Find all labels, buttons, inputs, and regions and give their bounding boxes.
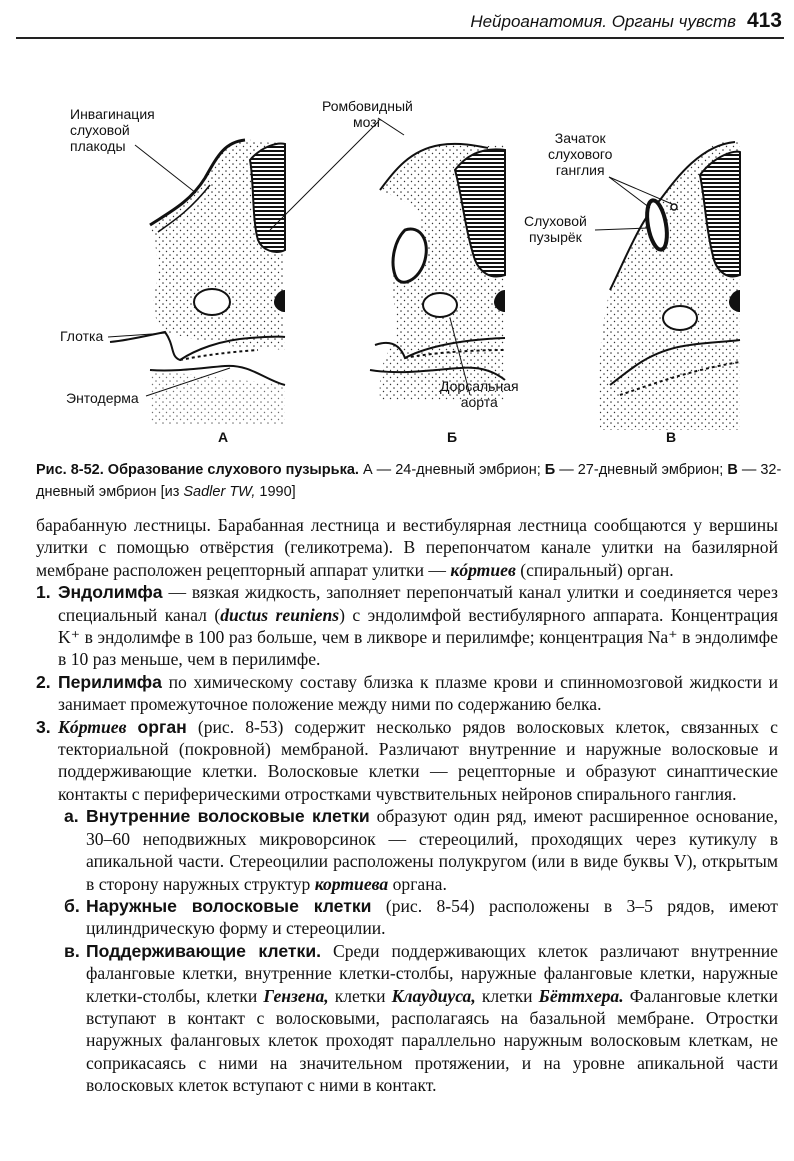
- label-rhombencephalon: Ромбовидный мозг: [322, 98, 413, 130]
- caption-source-author: Sadler TW,: [183, 484, 256, 500]
- item-term: Эндолимфа: [58, 582, 163, 603]
- cell-name-claudius: Клаудиуса,: [391, 985, 476, 1006]
- sub-item-text: клетки: [334, 985, 386, 1006]
- sub-item-text: Среди поддерживающих клеток различают внутренние фаланговые клетки, внутренние клетки-столбы, наружные фаланговые клетки, наружные клетки-столбы, клетки: [86, 940, 778, 1006]
- header-rule: [16, 37, 784, 39]
- caption-a-text: — 24-дневный эмбрион;: [376, 462, 541, 478]
- sub-item-term: Наружные волосковые клетки: [86, 895, 372, 916]
- caption-b-key: Б: [544, 462, 556, 478]
- caption-a-key: А: [362, 462, 373, 478]
- item-term-italic: Кóртиев: [58, 716, 127, 737]
- figure-8-52: [0, 50, 794, 455]
- item-number: 1.: [36, 582, 51, 603]
- panel-label-c: В: [666, 429, 677, 445]
- sub-item-text: клетки: [481, 985, 533, 1006]
- label-pharynx: Глотка: [60, 328, 104, 344]
- item-text: — вязкая жидкость, заполняет перепончатый канал улитки и соединяется через специальный канал (: [58, 582, 778, 625]
- item-number: 3.: [36, 716, 51, 737]
- intro-term: кóртиев: [450, 559, 516, 580]
- intro-paragraph: [36, 514, 778, 581]
- item-latin-term: ductus reuniens: [220, 604, 340, 625]
- label-invagination: Инвагинация слуховой плакоды: [70, 106, 155, 154]
- item-term: орган: [137, 716, 187, 737]
- caption-c-key: В: [727, 462, 738, 478]
- sub-item-text: расположены в 3–5 рядов, имеют цилиндрическую форму и стереоцилии.: [86, 895, 778, 939]
- caption-fig-no: Рис. 8-52.: [36, 462, 104, 478]
- sub-item-text: Фаланговые клетки вступают в контакт с волосковыми, располагаясь на базальной мембране. Отростки наружных фаланговых клеток проходят параллельно наружным волосковым клеткам, не соприкасаясь с ними на значительном протяжении, и на уровне апикальной части волосковых клеток вступают с ними в контакт.: [86, 985, 778, 1096]
- label-endoderm: Энтодерма: [66, 390, 139, 406]
- item-number: 2.: [36, 671, 51, 692]
- sub-item-c: [36, 940, 778, 1097]
- sub-item-italic: кортиева: [314, 873, 389, 894]
- figure-reference: (рис. 8-54): [385, 895, 475, 916]
- sub-item-b: [36, 895, 778, 940]
- item-text: по химическому составу близка к плазме крови и спинномозговой жидкости и занимает промежуточное положение между ними по содержанию белка.: [58, 671, 778, 715]
- panel-label-b: Б: [447, 429, 458, 445]
- intro-text: барабанную лестницы. Барабанная лестница и вестибулярная лестница сообщаются у вершины улитки с помощью отвёрстия (геликотрема). В перепончатом канале улитки на базилярной мембране расположен рецепторный аппарат улитки —: [36, 515, 778, 580]
- sub-item-number: б.: [64, 895, 80, 916]
- caption-title: Образование слухового пузырька.: [107, 462, 359, 478]
- cell-name-hensen: Гензена,: [263, 985, 329, 1006]
- item-text: содержит несколько рядов волосковых клеток, связанных с текториальной (покровной) мембраной. Различают внутренние и наружные волосковые и поддерживающие клетки. Волосковые клетки — рецепторные и образуют синаптические контакты с периферическими отростками чувствительных нейронов спирального ганглия.: [58, 716, 778, 804]
- item-text-cont: ) с эндолимфой вестибулярного аппарата. Концентрация K⁺ в эндолимфе в 100 раз больше, чем в ликворе и перилимфе; концентрация Na⁺ в эндолимфе в 10 раз меньше, чем в перилимфе.: [58, 604, 778, 670]
- body-text: [36, 514, 778, 1097]
- list-item-2: [36, 671, 778, 716]
- label-vesicle: Слуховой пузырёк: [524, 213, 587, 245]
- figure-caption: [36, 459, 786, 503]
- sub-item-number: а.: [64, 806, 79, 827]
- label-aorta: Дорсальная аорта: [440, 378, 519, 410]
- sub-item-number: в.: [64, 940, 80, 961]
- label-ganglion: Зачаток слухового ганглия: [548, 130, 613, 178]
- page-number: 413: [746, 9, 782, 32]
- caption-c-text: — 32-дневный эмбрион [из: [36, 462, 782, 500]
- figure-reference: (рис. 8-53): [197, 716, 284, 737]
- sub-item-text: образуют один ряд, имеют расширенное основание, 30–60 неподвижных микроворсинок — стереоцилий, проходящих через кутикулу в апикальной части. Стереоцилии расположены полукругом (или в виде буквы V), открытым в сторону наружных структур: [86, 806, 778, 894]
- panel-b-drawing: [270, 118, 505, 400]
- sub-item-term: Внутренние волосковые клетки: [86, 806, 370, 827]
- list-item-1: [36, 581, 778, 671]
- caption-b-text: — 27-дневный эмбрион;: [559, 462, 724, 478]
- running-header: [0, 0, 794, 40]
- list-item-3: [36, 716, 778, 806]
- caption-source-year: 1990]: [259, 484, 296, 500]
- panel-a-drawing: [108, 140, 285, 425]
- panel-label-a: А: [218, 429, 229, 445]
- running-title: Нейроанатомия. Органы чувств: [470, 12, 736, 31]
- cell-name-boettcher: Бёттхера.: [538, 985, 624, 1006]
- item-term: Перилимфа: [58, 671, 162, 692]
- panel-c-drawing: [595, 142, 740, 430]
- sub-item-term: Поддерживающие клетки.: [86, 940, 322, 961]
- sub-item-text-cont: органа.: [392, 873, 447, 894]
- sub-item-a: [36, 805, 778, 895]
- intro-end: (спиральный) орган.: [520, 559, 674, 580]
